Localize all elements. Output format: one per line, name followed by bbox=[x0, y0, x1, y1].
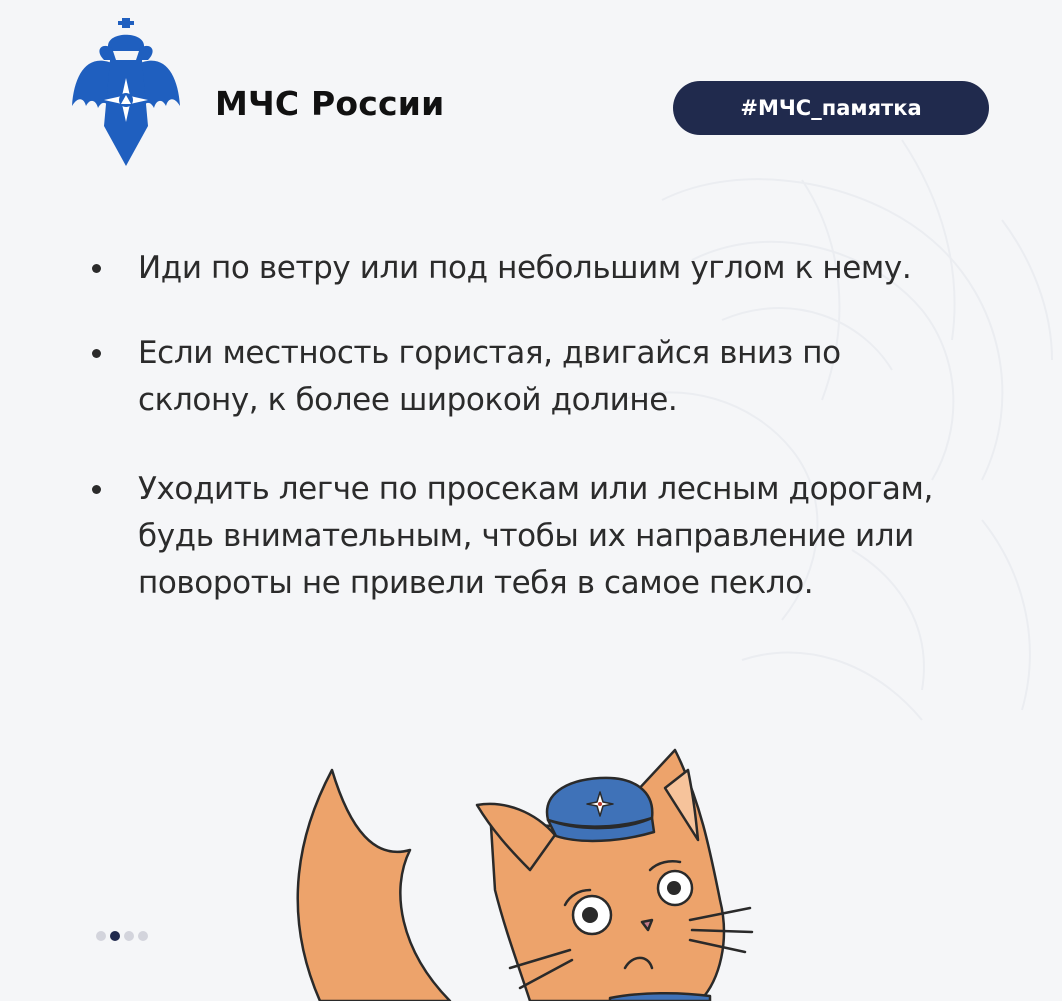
list-item bbox=[138, 330, 938, 424]
pagination-dot-active[interactable] bbox=[110, 931, 120, 941]
hashtag-badge[interactable]: #МЧС_памятка bbox=[673, 81, 989, 135]
list-item bbox=[138, 466, 958, 607]
brand-title: МЧС России bbox=[215, 84, 445, 123]
pagination-dot[interactable] bbox=[96, 931, 106, 941]
pagination-dot[interactable] bbox=[124, 931, 134, 941]
slide-pagination[interactable] bbox=[96, 931, 148, 941]
pagination-dot[interactable] bbox=[138, 931, 148, 941]
list-item-text: Иди по ветру или под небольшим углом к нему. bbox=[138, 250, 912, 286]
list-item-text: Уходить легче по просекам или лесным дорогам, будь внимательным, чтобы их направление или повороты не привели тебя в самое пекло. bbox=[138, 471, 933, 601]
bullet-point bbox=[92, 264, 101, 273]
list-item-text: Если местность гористая, двигайся вниз по склону, к более широкой долине. bbox=[138, 335, 841, 418]
bullet-point bbox=[92, 485, 101, 494]
list-item bbox=[138, 245, 1018, 292]
bullet-point bbox=[92, 349, 101, 358]
cat-mascot-illustration bbox=[280, 740, 780, 1001]
